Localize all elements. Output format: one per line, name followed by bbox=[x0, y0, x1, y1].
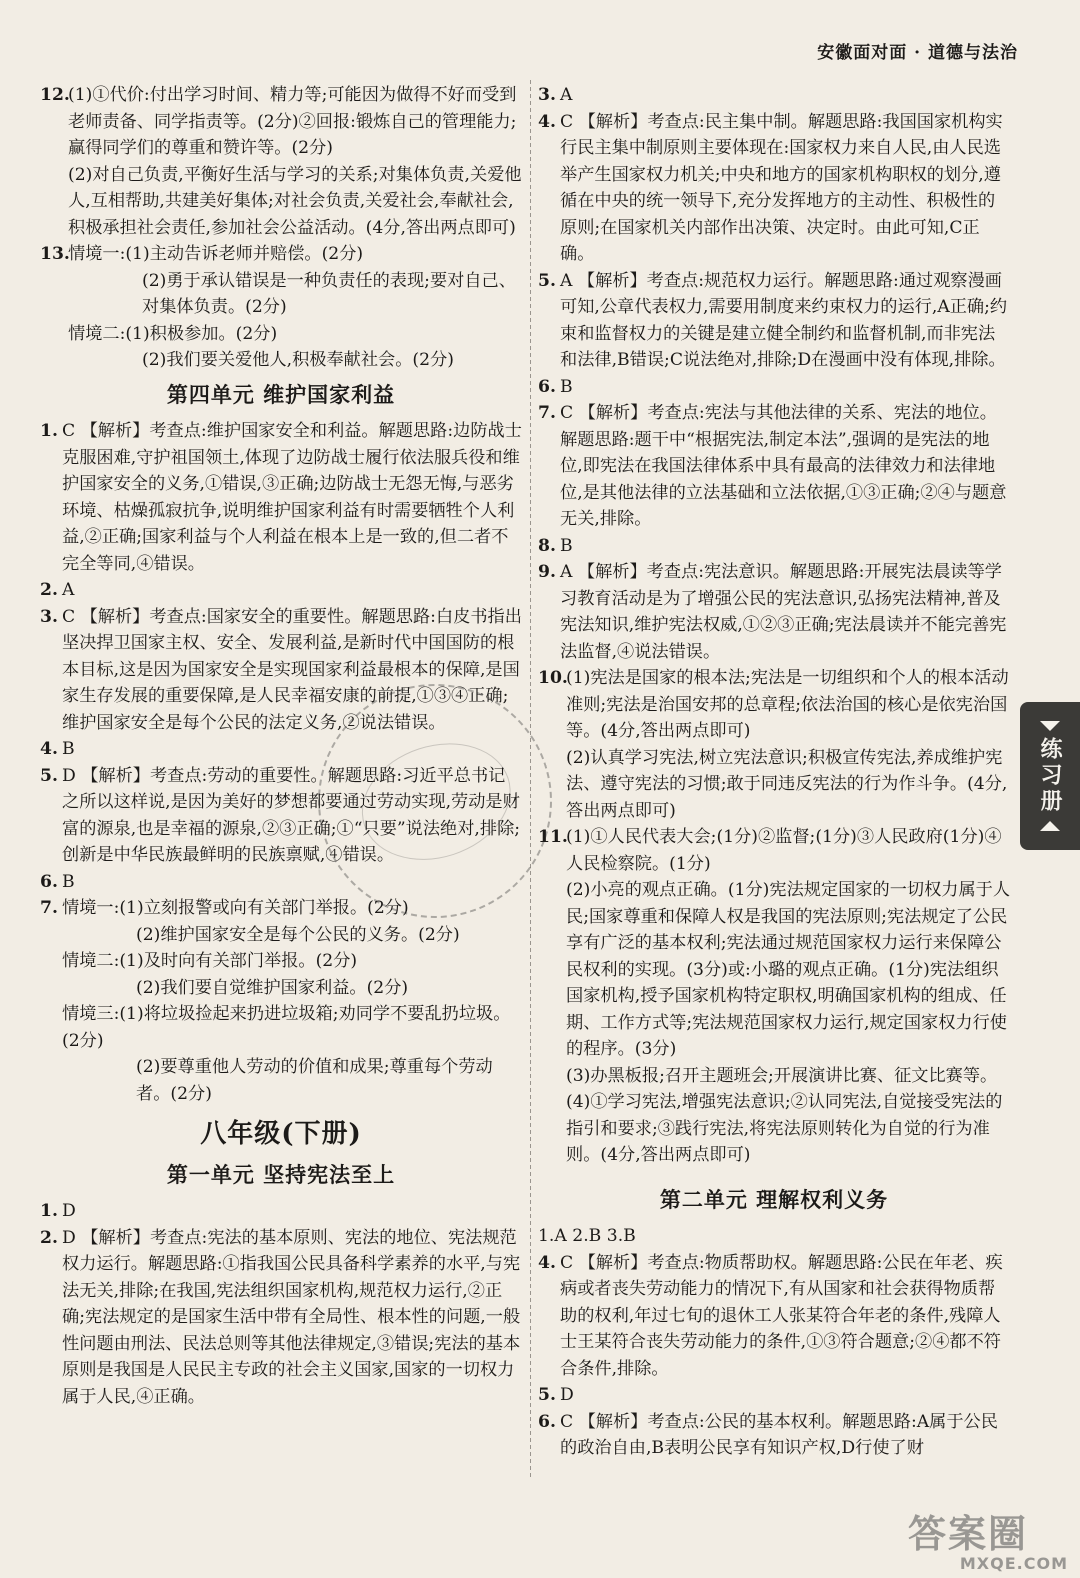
answer-item-13 bbox=[40, 241, 522, 374]
answer-item bbox=[538, 1382, 1010, 1409]
item-number: 7. bbox=[40, 898, 58, 918]
answer-item bbox=[538, 1223, 1010, 1250]
answer-text: C 【解析】考查点:民主集中制。解题思路:我国国家机构实行民主集中制原则主要体现在:国家权力来自人民,由人民选举产生国家权力机关;中央和地方的国家机构职权的划分,遵循在中央的统一领导下,充分发挥地方的主动性、积极性的原则;在国家机关内部作出决策、决定时。由此可知,C正确。 bbox=[560, 111, 1003, 264]
answer-line: 情境一:(1)立刻报警或向有关部门举报。(2分) bbox=[62, 898, 409, 918]
side-tab bbox=[1020, 702, 1080, 850]
answer-line: 情境一:(1)主动告诉老师并赔偿。(2分) bbox=[68, 244, 364, 264]
answer-line: (3)办黑板报;召开主题班会;开展演讲比赛、征文比赛等。 bbox=[566, 1065, 998, 1086]
answer-line: (2)我们要自觉维护国家利益。(2分) bbox=[136, 977, 409, 998]
item-number: 5. bbox=[538, 270, 556, 291]
item-number: 2. bbox=[40, 1227, 58, 1248]
triangle-up-icon bbox=[1040, 821, 1060, 831]
answer-line: (2)勇于承认错误是一种负责任的表现;要对自己、对集体负责。(2分) bbox=[142, 270, 516, 317]
item-number: 9. bbox=[538, 562, 556, 582]
answer-text: D bbox=[560, 1385, 574, 1405]
answer-item bbox=[538, 268, 1010, 374]
answer-text: B bbox=[560, 535, 573, 556]
answer-text: D 【解析】考查点:宪法的基本原则、宪法的地位、宪法规范权力运行。解题思路:①指我国公民具备科学素养的水平,与宪法无关,排除;在我国,宪法组织国家机构,规范权力运行,②正确;宪法规定的是国家生活中带有全局性、根本性的问题,一般性问题由刑法、民法总则等其他法律规定,③错误;宪法的基本原则是我国是人民民主专政的社会主义国家,国家的一切权力属于人民,④正确。 bbox=[62, 1227, 521, 1407]
answer-item bbox=[538, 1250, 1010, 1383]
item-number: 4. bbox=[40, 739, 58, 759]
item-number: 7. bbox=[538, 403, 556, 423]
answer-item bbox=[538, 533, 1010, 560]
answer-text: C 【解析】考查点:维护国家安全和利益。解题思路:边防战士克服困难,守护祖国领土,体现了边防战士履行依法服兵役和维护国家安全的义务,①错误,③正确;边防战士无怨无悔,与恶劣环境、枯燥孤寂抗争,说明维护国家利益有时需要牺牲个人利益,②正确;国家利益与个人利益在根本上是一致的,但二者不完全等同,④错误。 bbox=[62, 421, 522, 574]
watermark-logo bbox=[908, 1514, 1068, 1572]
grade-title: 八年级(下册) bbox=[200, 1119, 362, 1149]
answer-text: C 【解析】考查点:宪法与其他法律的关系、宪法的地位。解题思路:题干中“根据宪法,制定本法”,强调的是宪法的地位,即宪法在我国法律体系中具有最高的法律效力和法律地位,是其他法律的立法基础和立法依据,①③正确;②④与题意无关,排除。 bbox=[560, 403, 1007, 529]
item-number: 6. bbox=[40, 871, 58, 892]
item-number: 8. bbox=[538, 535, 556, 556]
side-tab-label: 练习册 bbox=[1037, 737, 1063, 815]
answer-line: 情境二:(1)及时向有关部门举报。(2分) bbox=[62, 951, 358, 971]
item-number: 6. bbox=[538, 376, 556, 397]
answer-line: (1)①人民代表大会;(1分)②监督;(1分)③人民政府(1分)④人民检察院。(1分) bbox=[566, 827, 1002, 874]
answer-text: B bbox=[62, 739, 75, 759]
item-number: 6. bbox=[538, 1411, 556, 1432]
triangle-down-icon bbox=[1040, 721, 1060, 731]
answer-text: C 【解析】考查点:公民的基本权利。解题思路:A属于公民的政治自由,B表明公民享有知识产权,D行使了财 bbox=[560, 1411, 998, 1458]
answer-item bbox=[538, 665, 1010, 824]
section-title-unit1: 第一单元 坚持宪法至上 bbox=[166, 1161, 396, 1187]
answer-item bbox=[538, 374, 1010, 401]
item-number: 13. bbox=[40, 244, 70, 264]
answer-item bbox=[40, 577, 522, 604]
answer-text: 1.A 2.B 3.B bbox=[538, 1226, 636, 1246]
answer-line: (2)对自己负责,平衡好生活与学习的关系;对集体负责,关爱他人,互相帮助,共建美好集体;对社会负责,关爱社会,奉献社会,积极承担社会责任,参加社会公益活动。(4分,答出两点即可) bbox=[68, 164, 522, 238]
answer-text: A bbox=[62, 580, 75, 600]
answer-item bbox=[40, 1225, 522, 1411]
answer-text: A 【解析】考查点:规范权力运行。解题思路:通过观察漫画可知,公章代表权力,需要用制度来约束权力的运行,A正确;约束和监督权力的关键是建立健全制约和监督机制,而非宪法和法律,B错误;C说法绝对,排除;D在漫画中没有体现,排除。 bbox=[560, 270, 1008, 370]
answer-line: (2)小亮的观点正确。(1分)宪法规定国家的一切权力属于人民;国家尊重和保障人权是我国的宪法原则;宪法规定了公民享有广泛的基本权利;宪法通过规范国家权力运行来保障公民权利的实现。(3分)或:小璐的观点正确。(1分)宪法组织国家机构,授予国家机构特定职权,明确国家机构的组成、任期、工作方式等;宪法规范国家权力运行,规定国家权力行使的程序。(3分) bbox=[566, 880, 1011, 1059]
answer-item bbox=[538, 559, 1010, 665]
answer-line: (2)维护国家安全是每个公民的义务。(2分) bbox=[136, 924, 460, 945]
item-number: 2. bbox=[40, 580, 58, 600]
answer-line: 情境二:(1)积极参加。(2分) bbox=[68, 323, 278, 344]
answer-text: D 【解析】考查点:劳动的重要性。解题思路:习近平总书记之所以这样说,是因为美好的梦想都要通过劳动实现,劳动是财富的源泉,也是幸福的源泉,②③正确;①“只要”说法绝对,排除;创新是中华民族最鲜明的民族禀赋,④错误。 bbox=[62, 765, 521, 865]
answer-item bbox=[538, 400, 1010, 533]
item-number: 3. bbox=[40, 606, 58, 627]
answer-line: (4)①学习宪法,增强宪法意识;②认同宪法,自觉接受宪法的指引和要求;③践行宪法,将宪法原则转化为自觉的行为准则。(4分,答出两点即可) bbox=[566, 1092, 1003, 1165]
answer-line: (2)我们要关爱他人,积极奉献社会。(2分) bbox=[142, 350, 454, 370]
item-number: 5. bbox=[538, 1385, 556, 1405]
answer-line: (2)认真学习宪法,树立宪法意识;积极宣传宪法,养成维护宪法、遵守宪法的习惯;敢于同违反宪法的行为作斗争。(4分,答出两点即可) bbox=[566, 747, 1008, 821]
answer-text: C 【解析】考查点:国家安全的重要性。解题思路:白皮书指出坚决捍卫国家主权、安全、发展利益,是新时代中国国防的根本目标,这是因为国家安全是实现国家利益最根本的保障,是国家生存发展的重要保障,是人民幸福安康的前提,①③④正确;维护国家安全是每个公民的法定义务,②说法错误。 bbox=[62, 606, 522, 733]
answer-item-12 bbox=[40, 82, 522, 241]
item-number: 10. bbox=[538, 668, 568, 688]
answer-item bbox=[538, 109, 1010, 268]
page-header: 安徽面对面 · 道德与法治 bbox=[817, 43, 1018, 63]
answer-item bbox=[40, 1198, 522, 1225]
answer-line: (1)①代价:付出学习时间、精力等;可能因为做得不好而受到老师责备、同学指责等。(2分)②回报:锻炼自己的管理能力;赢得同学们的尊重和赞许等。(2分) bbox=[68, 85, 517, 158]
right-column bbox=[538, 82, 1010, 1462]
item-number: 3. bbox=[538, 85, 556, 105]
item-number: 4. bbox=[538, 1252, 556, 1273]
item-number: 1. bbox=[40, 421, 58, 441]
logo-text: 答案圈 bbox=[908, 1512, 1029, 1556]
answer-text: B bbox=[62, 871, 75, 892]
item-number: 5. bbox=[40, 765, 58, 786]
logo-url: MXQE.COM bbox=[959, 1554, 1068, 1573]
item-number: 11. bbox=[538, 827, 568, 847]
answer-text: D bbox=[62, 1201, 76, 1221]
answer-item bbox=[538, 824, 1010, 1169]
answer-text: B bbox=[560, 376, 573, 397]
item-number: 12. bbox=[40, 85, 70, 105]
answer-line: (2)要尊重他人劳动的价值和成果;尊重每个劳动者。(2分) bbox=[136, 1057, 493, 1104]
answer-text: A bbox=[560, 85, 573, 105]
section-title-unit4: 第四单元 维护国家利益 bbox=[166, 381, 396, 407]
section-title-unit2: 第二单元 理解权利义务 bbox=[659, 1186, 889, 1212]
answer-line: 情境三:(1)将垃圾捡起来扔进垃圾箱;劝同学不要乱扔垃圾。(2分) bbox=[62, 1004, 511, 1051]
answer-text: C 【解析】考查点:物质帮助权。解题思路:公民在年老、疾病或者丧失劳动能力的情况下,有从国家和社会获得物质帮助的权利,年过七旬的退休工人张某符合年老的条件,残障人士王某符合丧失劳动能力的条件,①③符合题意;②④都不符合条件,排除。 bbox=[560, 1252, 1003, 1379]
item-number: 4. bbox=[538, 111, 556, 132]
answer-item bbox=[538, 1409, 1010, 1462]
answer-item bbox=[538, 82, 1010, 109]
stamp-inner-ring bbox=[347, 725, 526, 878]
answer-text: A 【解析】考查点:宪法意识。解题思路:开展宪法晨读等学习教育活动是为了增强公民的宪法意识,弘扬宪法精神,普及宪法知识,维护宪法权威,①②③正确;宪法晨读并不能完善宪法监督,④说法错误。 bbox=[560, 562, 1007, 662]
answer-item bbox=[40, 418, 522, 577]
item-number: 1. bbox=[40, 1201, 58, 1221]
answer-item bbox=[40, 895, 522, 1107]
answer-line: (1)宪法是国家的根本法;宪法是一切组织和个人的根本活动准则;宪法是治国安邦的总章程;依法治国的核心是依宪治国等。(4分,答出两点即可) bbox=[566, 668, 1009, 741]
